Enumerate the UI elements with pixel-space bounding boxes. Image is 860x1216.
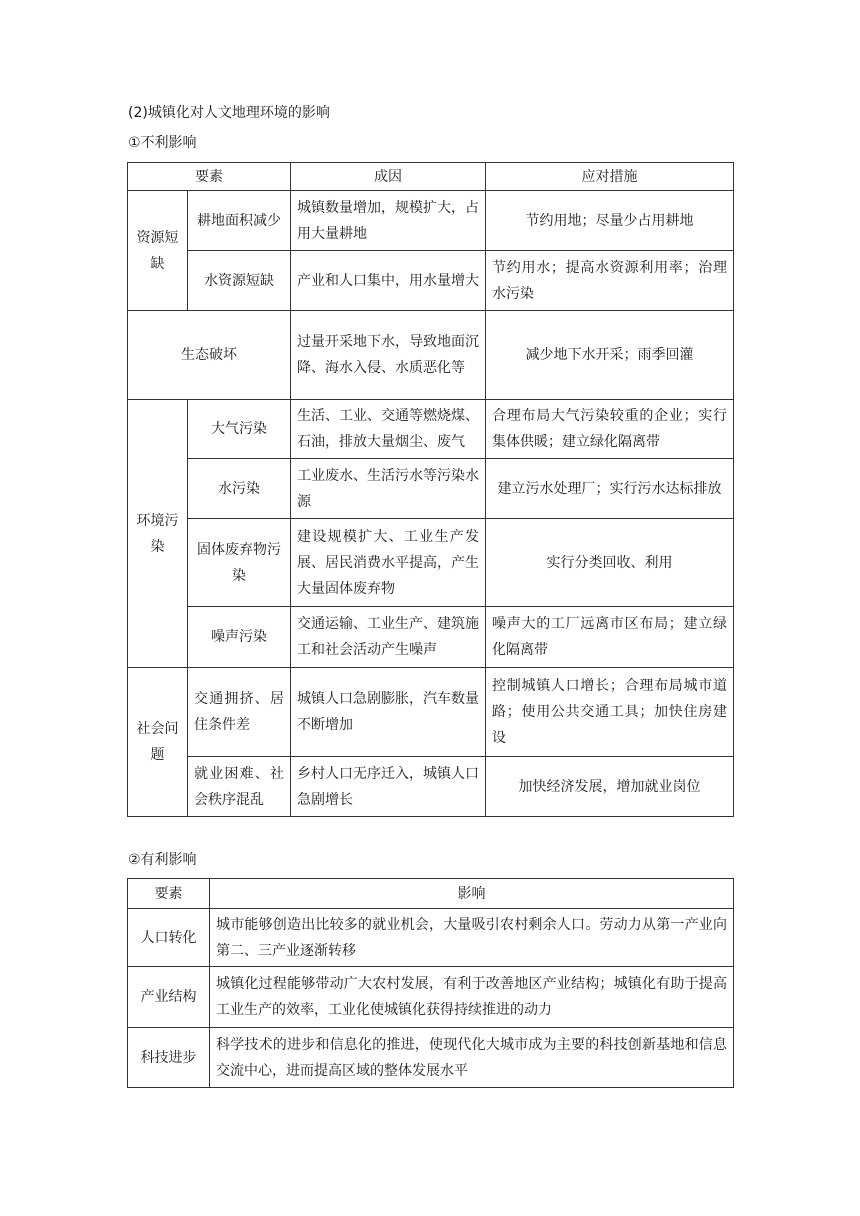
cause-cell: 工业废水、生活污水等污染水源 [291, 459, 486, 519]
header-measure: 应对措施 [486, 163, 734, 191]
factor-cell: 水资源短缺 [188, 251, 291, 311]
table-row [128, 519, 734, 607]
table-row [128, 400, 734, 459]
measure-cell: 节约用地；尽量少占用耕地 [486, 191, 734, 251]
table-row [128, 251, 734, 311]
table-row [128, 1028, 734, 1088]
table-header-row [128, 879, 734, 909]
cause-cell: 城镇数量增加，规模扩大，占用大量耕地 [291, 191, 486, 251]
factor-cell: 人口转化 [128, 909, 210, 967]
cause-cell: 生活、工业、交通等燃烧煤、石油，排放大量烟尘、废气 [291, 400, 486, 459]
positive-impacts-table [127, 878, 734, 1088]
factor-cell: 产业结构 [128, 967, 210, 1028]
factor-cell: 耕地面积减少 [188, 191, 291, 251]
negative-impacts-title: ①不利影响 [128, 135, 197, 151]
table-row [128, 311, 734, 400]
factor-cell: 水污染 [188, 459, 291, 519]
table-row [128, 757, 734, 817]
measure-cell: 噪声大的工厂远离市区布局；建立绿化隔离带 [486, 607, 734, 668]
cause-cell: 建设规模扩大、工业生产发展、居民消费水平提高，产生大量固体废弃物 [291, 519, 486, 607]
negative-impacts-table [127, 162, 734, 817]
factor-cell: 就业困难、社会秩序混乱 [188, 757, 291, 817]
measure-cell: 实行分类回收、利用 [486, 519, 734, 607]
table-row [128, 909, 734, 967]
factor-cell: 交通拥挤、居住条件差 [188, 668, 291, 757]
measure-cell: 合理布局大气污染较重的企业；实行集体供暖；建立绿化隔离带 [486, 400, 734, 459]
measure-cell: 建立污水处理厂；实行污水达标排放 [486, 459, 734, 519]
cause-cell: 过量开采地下水，导致地面沉降、海水入侵、水质恶化等 [291, 311, 486, 400]
factor-cell: 大气污染 [188, 400, 291, 459]
cause-cell: 城镇人口急剧膨胀，汽车数量不断增加 [291, 668, 486, 757]
table-row [128, 191, 734, 251]
effect-cell: 城市能够创造出比较多的就业机会，大量吸引农村剩余人口。劳动力从第一产业向第二、三产业逐渐转移 [210, 909, 734, 967]
effect-cell: 科学技术的进步和信息化的推进，使现代化大城市成为主要的科技创新基地和信息交流中心，进而提高区域的整体发展水平 [210, 1028, 734, 1088]
factor-cell: 噪声污染 [188, 607, 291, 668]
effect-cell: 城镇化过程能够带动广大农村发展，有利于改善地区产业结构；城镇化有助于提高工业生产的效率，工业化使城镇化获得持续推进的动力 [210, 967, 734, 1028]
cause-cell: 乡村人口无序迁入，城镇人口急剧增长 [291, 757, 486, 817]
measure-cell: 加快经济发展，增加就业岗位 [486, 757, 734, 817]
header-factor: 要素 [128, 163, 291, 191]
measure-cell: 控制城镇人口增长；合理布局城市道路；使用公共交通工具；加快住房建设 [486, 668, 734, 757]
factor-cell: 固体废弃物污染 [188, 519, 291, 607]
category-cell: 环境污染 [128, 400, 188, 668]
measure-cell: 减少地下水开采；雨季回灌 [486, 311, 734, 400]
cause-cell: 产业和人口集中，用水量增大 [291, 251, 486, 311]
factor-cell: 科技进步 [128, 1028, 210, 1088]
table-row [128, 668, 734, 757]
table-row [128, 607, 734, 668]
header-factor: 要素 [128, 879, 210, 909]
category-cell: 资源短缺 [128, 191, 188, 311]
positive-impacts-title: ②有利影响 [128, 852, 197, 868]
table-row [128, 459, 734, 519]
category-cell: 生态破坏 [128, 311, 291, 400]
table-row [128, 967, 734, 1028]
category-cell: 社会问题 [128, 668, 188, 817]
section-title: (2)城镇化对人文地理环境的影响 [128, 105, 330, 121]
table-header-row [128, 163, 734, 191]
header-effect: 影响 [210, 879, 734, 909]
header-cause: 成因 [291, 163, 486, 191]
cause-cell: 交通运输、工业生产、建筑施工和社会活动产生噪声 [291, 607, 486, 668]
measure-cell: 节约用水；提高水资源利用率；治理水污染 [486, 251, 734, 311]
